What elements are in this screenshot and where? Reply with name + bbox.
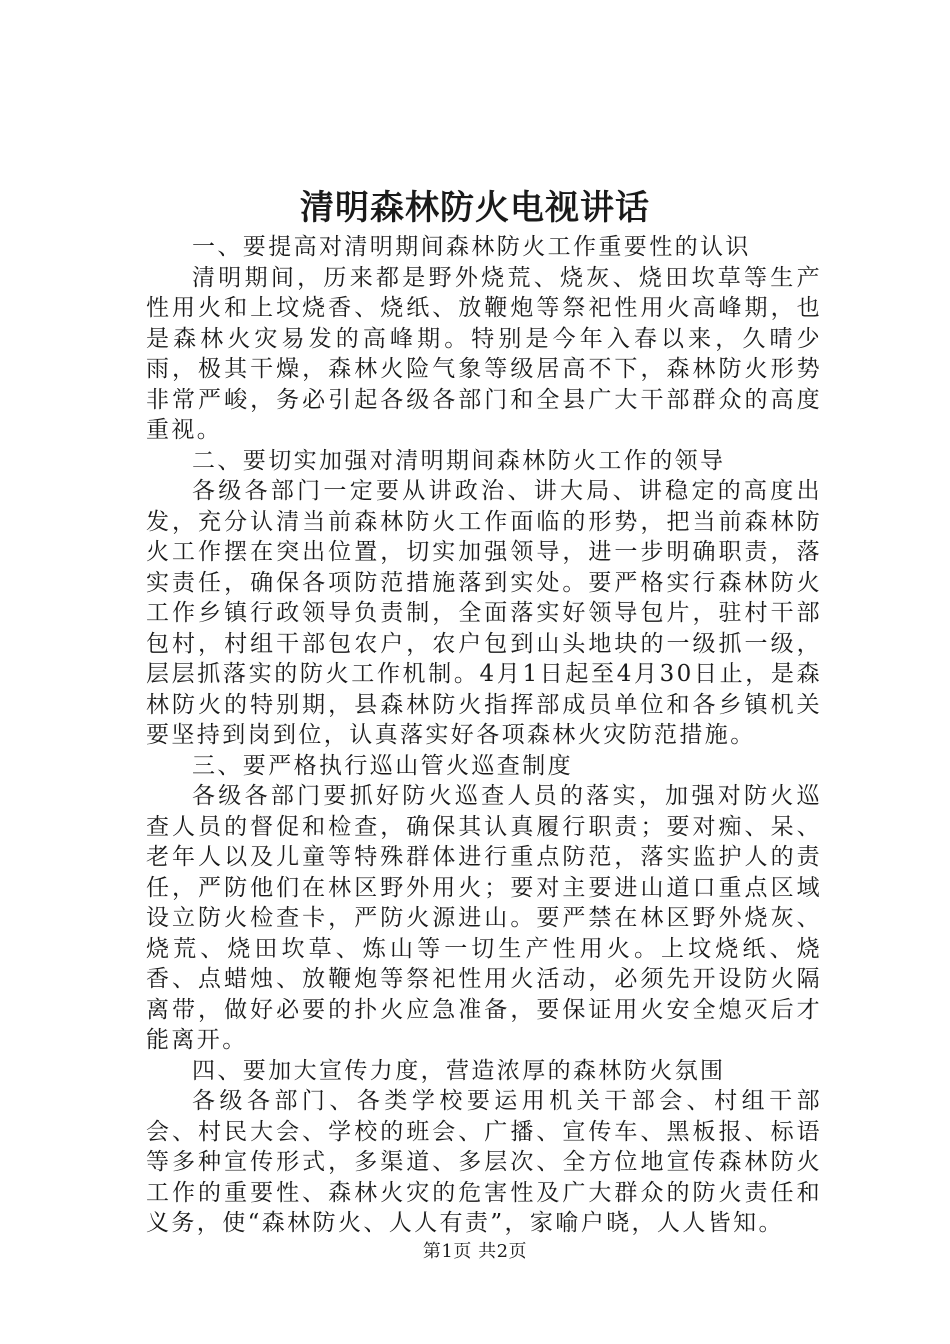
page-number-footer: 第1页 共2页 <box>422 1241 528 1262</box>
section-heading-2: 二、要切实加强对清明期间森林防火工作的领导 <box>192 447 726 474</box>
paragraph-3: 各级各部门要抓好防火巡查人员的落实，加强对防火巡查人员的督促和检查，确保其认真履行职责；要对痴、呆、老年人以及儿童等特殊群体进行重点防范，落实监护人的责任，严防他们在林区野外用火；要对主要进山道口重点区域设立防火检查卡，严防火源进山。要严禁在林区野外烧灰、烧荒、烧田坎草、炼山等一切生产性用火。上坟烧纸、烧香、点蜡烛、放鞭炮等祭祀性用火活动，必须先开设防火隔离带，做好必要的扑火应急准备，要保证用火安全熄灭后才能离开。 <box>146 783 822 1053</box>
document-title: 清明森林防火电视讲话 <box>300 188 650 228</box>
paragraph-1: 清明期间，历来都是野外烧荒、烧灰、烧田坎草等生产性用火和上坟烧香、烧纸、放鞭炮等祭祀性用火高峰期，也是森林火灾易发的高峰期。特别是今年入春以来，久晴少雨，极其干燥，森林火险气象等级居高不下，森林防火形势非常严峻，务必引起各级各部门和全县广大干部群众的高度重视。 <box>146 264 822 443</box>
section-heading-4: 四、要加大宣传力度，营造浓厚的森林防火氛围 <box>192 1057 726 1084</box>
paragraph-4: 各级各部门、各类学校要运用机关干部会、村组干部会、村民大会、学校的班会、广播、宣传车、黑板报、标语等多种宣传形式，多渠道、多层次、全方位地宣传森林防火工作的重要性、森林火灾的危害性及广大群众的防火责任和义务，使“森林防火、人人有责”，家喻户晓，人人皆知。 <box>146 1088 822 1236</box>
section-heading-1: 一、要提高对清明期间森林防火工作重要性的认识 <box>192 234 751 260</box>
document-body <box>146 232 822 1239</box>
section-heading-3: 三、要严格执行巡山管火巡查制度 <box>192 752 573 779</box>
paragraph-2: 各级各部门一定要从讲政治、讲大局、讲稳定的高度出发，充分认清当前森林防火工作面临的形势，把当前森林防火工作摆在突出位置，切实加强领导，进一步明确职责，落实责任，确保各项防范措施落到实处。要严格实行森林防火工作乡镇行政领导负责制，全面落实好领导包片，驻村干部包村，村组干部包农户，农户包到山头地块的一级抓一级，层层抓落实的防火工作机制。4月1日起至4月30日止，是森林防火的特别期，县森林防火指挥部成员单位和各乡镇机关要坚持到岗到位，认真落实好各项森林火灾防范措施。 <box>146 478 822 748</box>
